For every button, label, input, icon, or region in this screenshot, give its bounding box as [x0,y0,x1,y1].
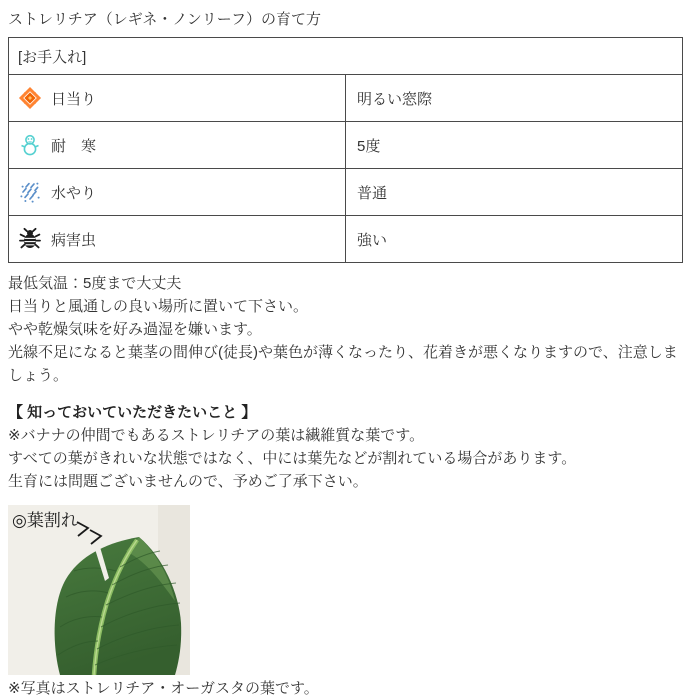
info-line: ※バナナの仲間でもあるストレリチアの葉は繊維質な葉です。 [8,427,425,444]
care-row-label: 水やり [51,184,97,202]
care-row-value: 強い [346,216,683,263]
bug-icon [18,227,42,251]
leaf-photo [8,505,190,675]
care-row-watering [9,169,683,216]
care-row-cold-tolerance [9,122,683,169]
photo-caption: ※写真はストレリチア・オーガスタの葉です。 [8,680,319,697]
sun-icon [18,86,42,110]
care-row-label: 耐 寒 [51,137,97,155]
care-row-value: 普通 [346,169,683,216]
info-line: 生育には問題ございませんので、予めご了承下さい。 [8,473,368,490]
care-row-value: 明るい窓際 [346,75,683,122]
care-table-header-cell: [お手入れ] [9,38,683,75]
care-table [8,37,683,263]
care-note-line: 光線不足になると葉茎の間伸び(徒長)や葉色が薄くなったり、花着きが悪くなりますので、注意しましょう。 [8,344,678,384]
info-section-heading: 【 知っておいていただきたいこと 】 [8,404,257,421]
leaf-split-annotation: ◎葉割れ [12,511,78,530]
care-row-sunlight [9,75,683,122]
snowman-icon [18,133,42,157]
care-note-line: 最低気温：5度まで大丈夫 [8,275,182,292]
page-title: ストレリチア（レギネ・ノンリーフ）の育て方 [8,11,322,28]
care-note-line: 日当りと風通しの良い場所に置いて下さい。 [8,298,309,315]
care-table-header-row [9,38,683,75]
care-note-line: やや乾燥気味を好み過湿を嫌います。 [8,321,262,338]
care-row-label: 病害虫 [51,231,97,249]
info-section-lines [8,424,692,493]
info-line: すべての葉がきれいな状態ではなく、中には葉先などが割れている場合があります。 [8,450,577,467]
care-row-label: 日当り [51,90,97,108]
watering-icon [18,180,42,204]
care-row-pests [9,216,683,263]
care-row-value: 5度 [346,122,683,169]
care-guide-page [0,10,700,700]
care-notes [8,272,690,387]
